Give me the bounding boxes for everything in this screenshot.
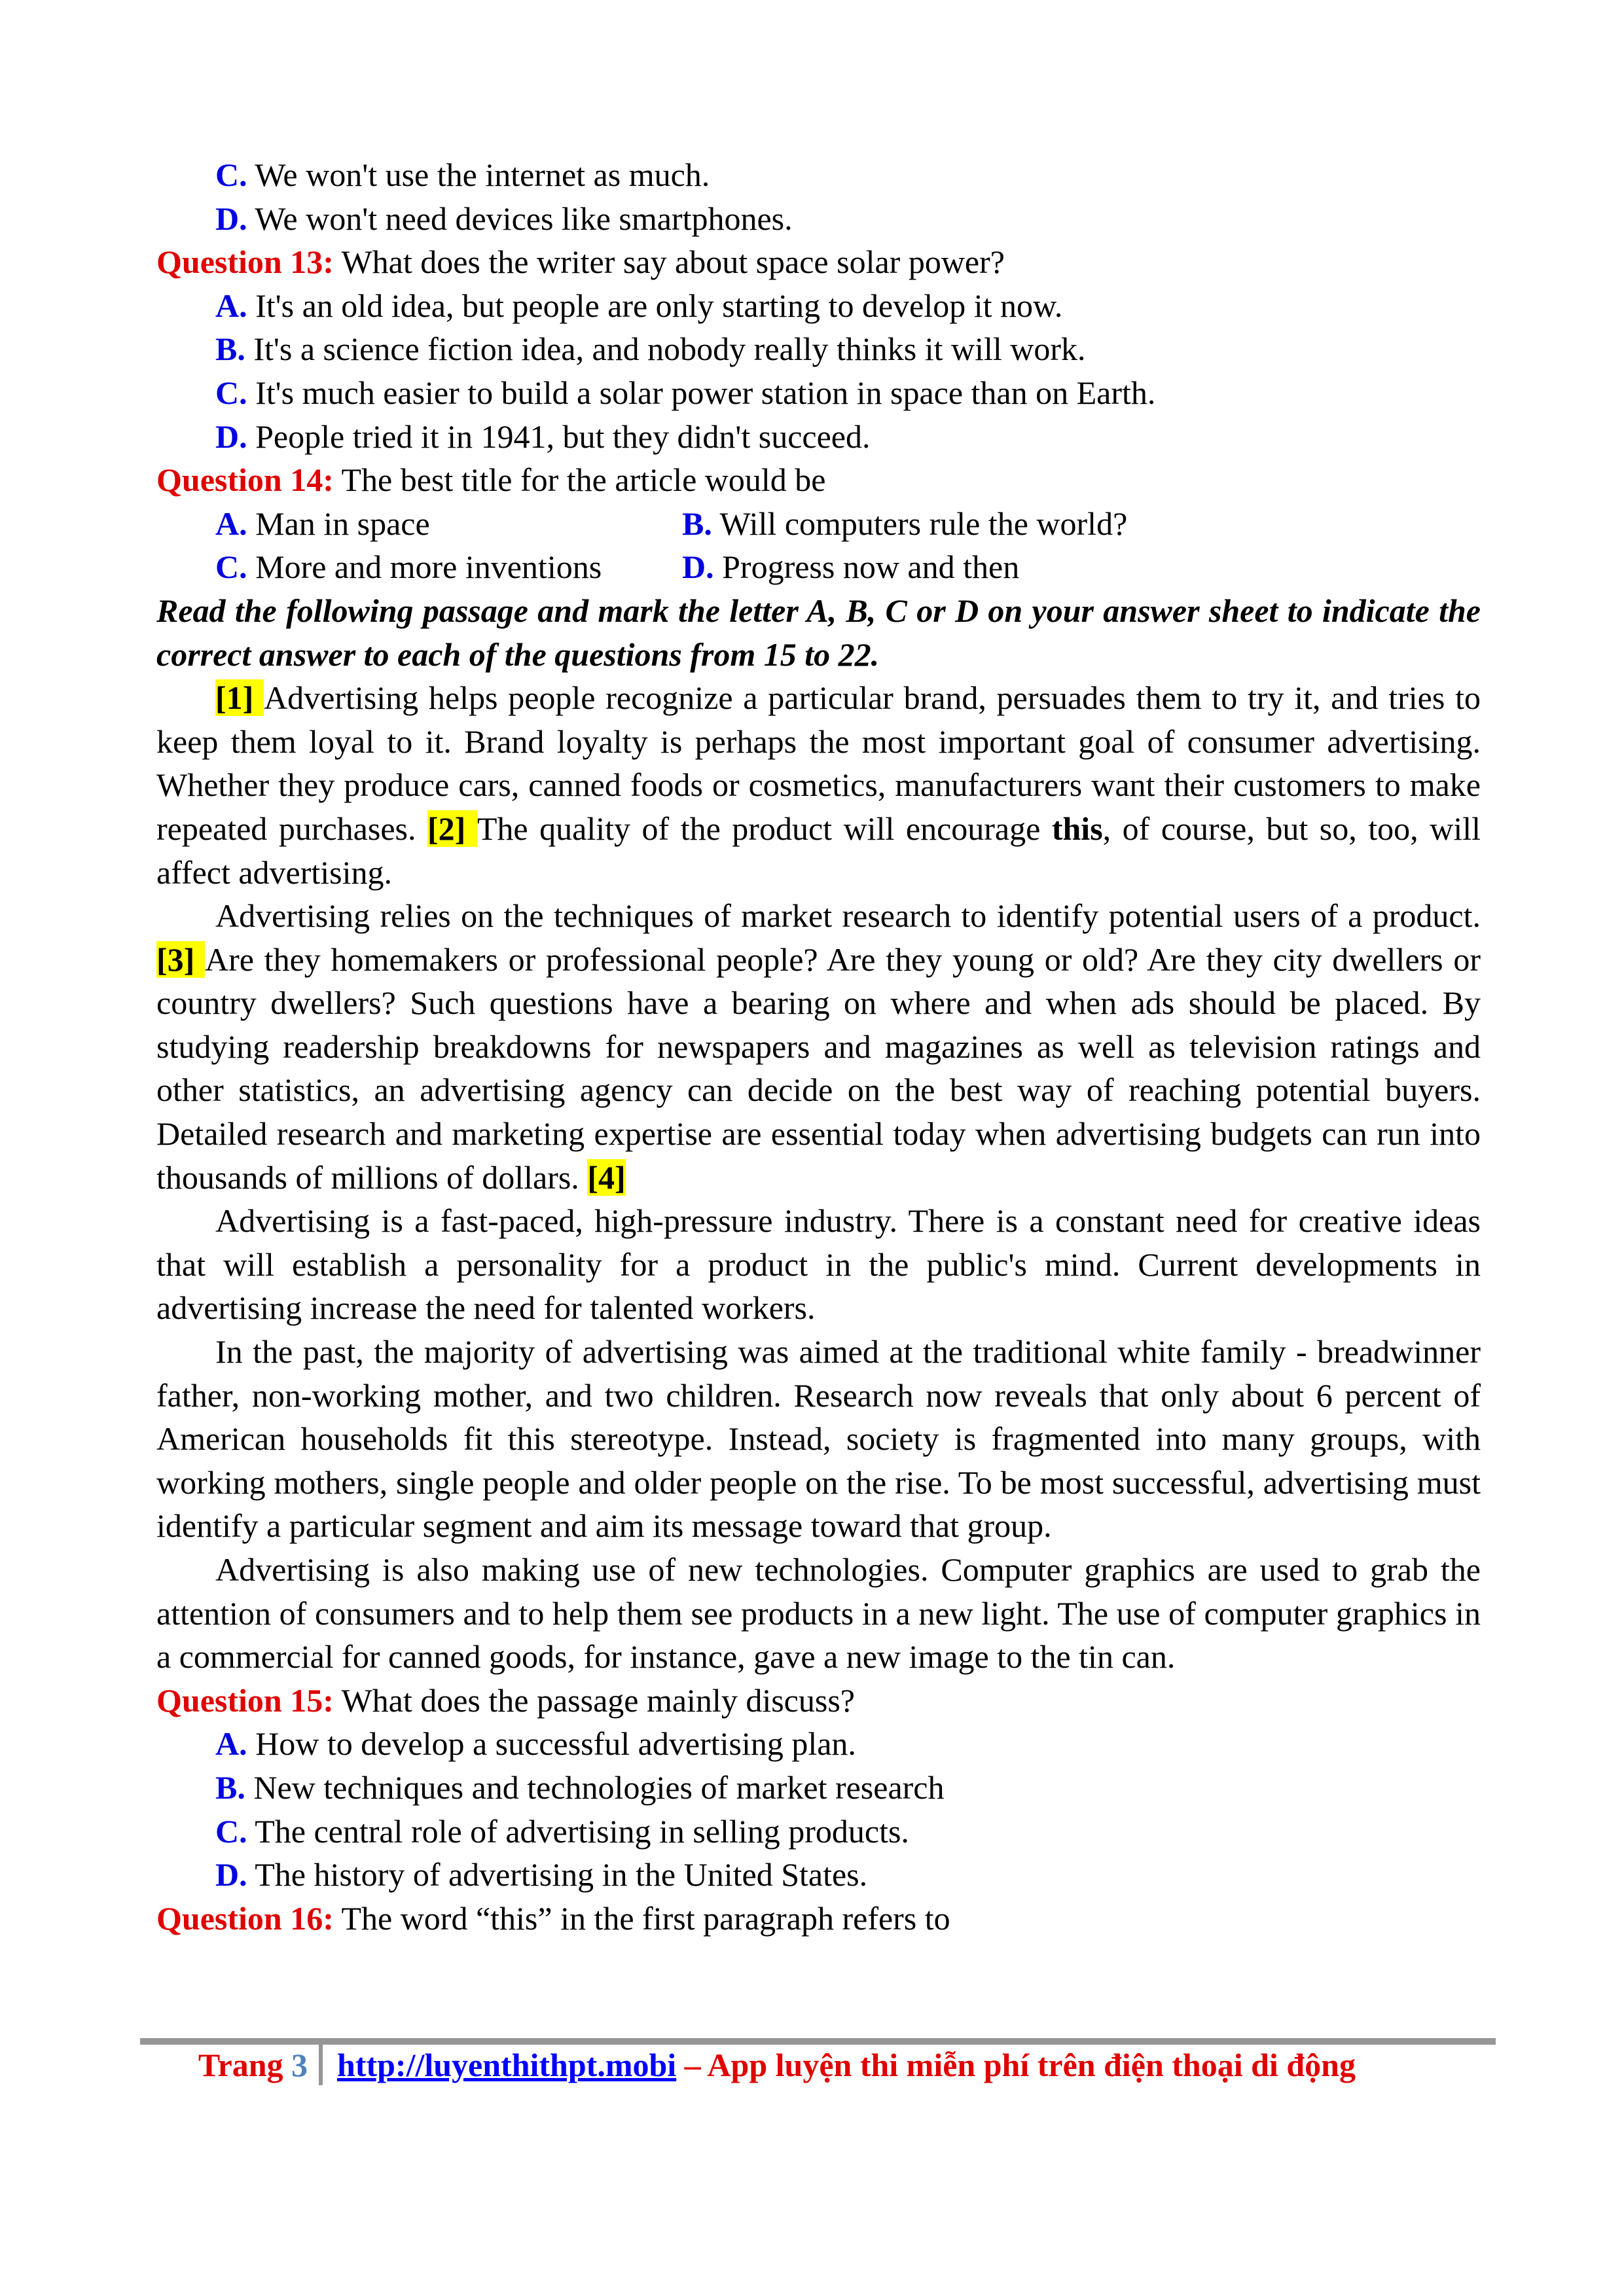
option-c: C. The central role of advertising in selling products. xyxy=(215,1812,909,1850)
passage-paragraph-4: In the past, the majority of advertising was aimed at the traditional white family - breadwinner father, non-working mother, and two children. Research now reveals that only about 6 percent of American households fit this stereotype. Instead, society is fragmented into many groups, with working mothers, single people and older people on the rise. To be most successful, advertising must identify a particular segment and aim its message toward that group. xyxy=(156,1333,1481,1545)
marker-2: [2] xyxy=(427,810,477,847)
question-15: Question 15: What does the passage mainly discuss? xyxy=(156,1681,855,1719)
option-a: A. Man in space xyxy=(215,505,430,542)
option-c: C. It's much easier to build a solar power station in space than on Earth. xyxy=(215,374,1156,411)
passage-paragraph-2: Advertising relies on the techniques of market research to identify potential users of a product. [3] Are they homemakers or professional people? Are they young or old? Are they city dwellers or country dwellers? Such questions have a bearing on where and when ads should be placed. By studying readership breakdowns for newspapers and magazines as well as television ratings and other statistics, an advertising agency can decide on the best way of reaching potential buyers. Detailed research and marketing expertise are essential today when advertising budgets can run into thousands of millions of dollars. [4] xyxy=(156,897,1481,1196)
passage-paragraph-1: [1] Advertising helps people recognize a particular brand, persuades them to try it, and tries to keep them loyal to it. Brand loyalty is perhaps the most important goal of consumer advertising. Whether they produce cars, canned foods or cosmetics, manufacturers want their customers to make repeated purchases. [2] The quality of the product will encourage this, of course, but so, too, will affect advertising. xyxy=(156,679,1481,891)
bold-word: this xyxy=(1051,810,1103,847)
question-14: Question 14: The best title for the article would be xyxy=(156,461,826,499)
passage-paragraph-5: Advertising is also making use of new technologies. Computer graphics are used to grab the attention of consumers and to help them see products in a new light. The use of computer graphics in a commercial for canned goods, for instance, gave a new image to the tin can. xyxy=(156,1551,1481,1676)
options-row xyxy=(156,502,1481,546)
footer-tagline: – App luyện thi miễn phí trên điện thoại di động xyxy=(676,2047,1356,2083)
option-d: D. We won't need devices like smartphones. xyxy=(215,200,793,237)
option-d: D. The history of advertising in the United States. xyxy=(215,1856,868,1893)
option-b: B. Will computers rule the world? xyxy=(682,505,1128,542)
question-13: Question 13: What does the writer say about space solar power? xyxy=(156,243,1005,281)
option-b: B. It's a science fiction idea, and nobody really thinks it will work. xyxy=(215,331,1086,368)
option-c: C. We won't use the internet as much. xyxy=(215,156,710,193)
option-d: D. Progress now and then xyxy=(682,548,1020,586)
footer-vertical-divider xyxy=(319,2045,323,2085)
option-a: A. How to develop a successful advertising plan. xyxy=(215,1725,856,1763)
marker-4: [4] xyxy=(587,1158,626,1196)
instruction: Read the following passage and mark the letter A, B, C or D on your answer sheet to indicate the correct answer to each of the questions from 15 to 22. xyxy=(156,592,1481,673)
marker-1: [1] xyxy=(215,679,264,717)
option-b: B. New techniques and technologies of market research xyxy=(215,1768,945,1806)
passage-paragraph-3: Advertising is a fast-paced, high-pressure industry. There is a constant need for creative ideas that will establish a personality for a product in the public's mind. Current developments in advertising increase the need for talented workers. xyxy=(156,1202,1481,1327)
question-16: Question 16: The word “this” in the first paragraph refers to xyxy=(156,1899,950,1937)
option-c: C. More and more inventions xyxy=(215,548,602,586)
marker-3: [3] xyxy=(156,941,206,978)
footer-divider xyxy=(140,2038,1496,2045)
options-row xyxy=(156,545,1481,589)
page-number: Trang 3 xyxy=(198,2047,308,2083)
site-link[interactable]: http://luyenthithpt.mobi xyxy=(337,2047,677,2083)
document-body xyxy=(156,153,1481,1940)
option-a: A. It's an old idea, but people are only starting to develop it now. xyxy=(215,287,1063,324)
option-d: D. People tried it in 1941, but they didn't succeed. xyxy=(215,418,871,455)
